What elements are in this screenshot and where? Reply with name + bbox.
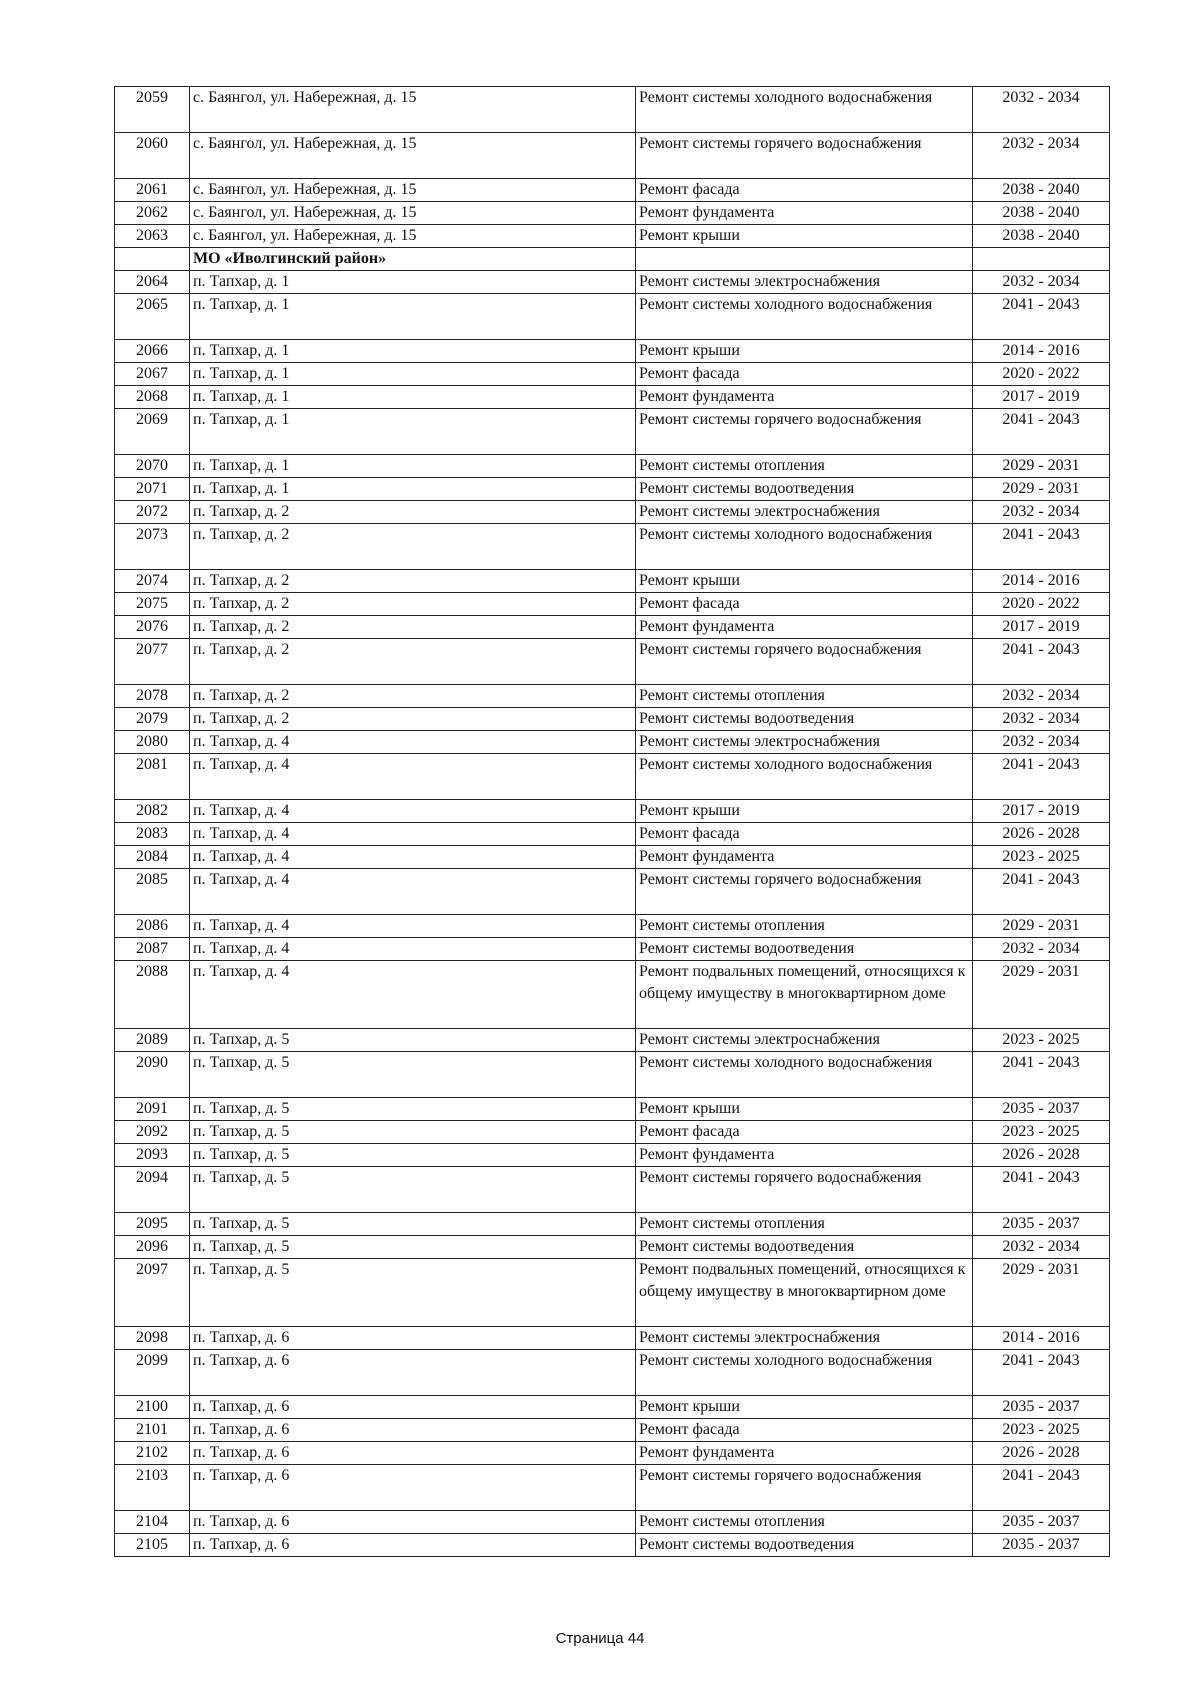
row-number: 2063 (115, 225, 190, 248)
row-number: 2074 (115, 570, 190, 593)
period-cell: 2041 - 2043 (973, 754, 1110, 800)
row-number: 2088 (115, 961, 190, 1029)
row-number: 2060 (115, 133, 190, 179)
work-type-cell: Ремонт системы горячего водоснабжения (636, 1167, 973, 1213)
work-type-cell: Ремонт системы электроснабжения (636, 1029, 973, 1052)
work-type-cell: Ремонт системы электроснабжения (636, 271, 973, 294)
period-cell: 2023 - 2025 (973, 1029, 1110, 1052)
row-number: 2099 (115, 1350, 190, 1396)
period-cell: 2032 - 2034 (973, 87, 1110, 133)
work-type-cell: Ремонт системы отопления (636, 455, 973, 478)
period-cell: 2032 - 2034 (973, 685, 1110, 708)
table-row (115, 754, 1110, 800)
row-number: 2076 (115, 616, 190, 639)
address-cell: п. Тапхар, д. 2 (190, 570, 636, 593)
row-number: 2093 (115, 1144, 190, 1167)
work-type-cell: Ремонт фасада (636, 823, 973, 846)
table-row (115, 1029, 1110, 1052)
period-cell: 2041 - 2043 (973, 1167, 1110, 1213)
period-cell: 2029 - 2031 (973, 455, 1110, 478)
address-cell: п. Тапхар, д. 4 (190, 938, 636, 961)
table-row (115, 524, 1110, 570)
table-row (115, 455, 1110, 478)
work-type-cell: Ремонт фасада (636, 179, 973, 202)
work-type-cell: Ремонт подвальных помещений, относящихся к общему имуществу в многоквартирном доме (636, 1259, 973, 1327)
period-cell: 2035 - 2037 (973, 1534, 1110, 1557)
row-number: 2071 (115, 478, 190, 501)
work-type-cell: Ремонт системы водоотведения (636, 478, 973, 501)
row-number: 2069 (115, 409, 190, 455)
work-type-cell: Ремонт фундамента (636, 616, 973, 639)
work-type-cell (636, 248, 973, 271)
table-row (115, 915, 1110, 938)
address-cell: п. Тапхар, д. 4 (190, 915, 636, 938)
row-number: 2075 (115, 593, 190, 616)
work-type-cell: Ремонт крыши (636, 800, 973, 823)
period-cell: 2035 - 2037 (973, 1511, 1110, 1534)
period-cell: 2032 - 2034 (973, 1236, 1110, 1259)
work-type-cell: Ремонт фундамента (636, 1144, 973, 1167)
period-cell: 2023 - 2025 (973, 846, 1110, 869)
work-type-cell: Ремонт системы горячего водоснабжения (636, 133, 973, 179)
work-type-cell: Ремонт системы холодного водоснабжения (636, 1350, 973, 1396)
work-type-cell: Ремонт системы водоотведения (636, 708, 973, 731)
row-number: 2089 (115, 1029, 190, 1052)
period-cell: 2038 - 2040 (973, 225, 1110, 248)
section-header-row (115, 248, 1110, 271)
row-number: 2070 (115, 455, 190, 478)
work-type-cell: Ремонт фасада (636, 363, 973, 386)
period-cell: 2014 - 2016 (973, 570, 1110, 593)
address-cell: п. Тапхар, д. 6 (190, 1442, 636, 1465)
address-cell: п. Тапхар, д. 4 (190, 731, 636, 754)
address-cell: п. Тапхар, д. 6 (190, 1350, 636, 1396)
period-cell: 2032 - 2034 (973, 501, 1110, 524)
table-row (115, 202, 1110, 225)
address-cell: с. Баянгол, ул. Набережная, д. 15 (190, 87, 636, 133)
work-type-cell: Ремонт системы холодного водоснабжения (636, 524, 973, 570)
period-cell: 2032 - 2034 (973, 938, 1110, 961)
work-type-cell: Ремонт системы горячего водоснабжения (636, 639, 973, 685)
work-type-cell: Ремонт крыши (636, 225, 973, 248)
address-cell: п. Тапхар, д. 4 (190, 800, 636, 823)
row-number: 2105 (115, 1534, 190, 1557)
work-type-cell: Ремонт крыши (636, 1396, 973, 1419)
table-row (115, 363, 1110, 386)
period-cell: 2041 - 2043 (973, 409, 1110, 455)
row-number: 2065 (115, 294, 190, 340)
row-number: 2073 (115, 524, 190, 570)
address-cell: п. Тапхар, д. 1 (190, 340, 636, 363)
address-cell: с. Баянгол, ул. Набережная, д. 15 (190, 202, 636, 225)
table-row (115, 800, 1110, 823)
period-cell (973, 248, 1110, 271)
table-row (115, 1327, 1110, 1350)
table-row (115, 1396, 1110, 1419)
address-cell: п. Тапхар, д. 1 (190, 386, 636, 409)
period-cell: 2038 - 2040 (973, 202, 1110, 225)
table-row (115, 501, 1110, 524)
table-row (115, 570, 1110, 593)
row-number: 2072 (115, 501, 190, 524)
table-row (115, 87, 1110, 133)
period-cell: 2041 - 2043 (973, 294, 1110, 340)
work-type-cell: Ремонт системы холодного водоснабжения (636, 294, 973, 340)
address-cell: п. Тапхар, д. 6 (190, 1327, 636, 1350)
row-number: 2086 (115, 915, 190, 938)
address-cell: с. Баянгол, ул. Набережная, д. 15 (190, 133, 636, 179)
table-row (115, 846, 1110, 869)
row-number: 2077 (115, 639, 190, 685)
work-type-cell: Ремонт системы холодного водоснабжения (636, 87, 973, 133)
table-row (115, 938, 1110, 961)
row-number: 2100 (115, 1396, 190, 1419)
table-row (115, 1167, 1110, 1213)
work-type-cell: Ремонт системы водоотведения (636, 1534, 973, 1557)
period-cell: 2035 - 2037 (973, 1213, 1110, 1236)
table-row (115, 685, 1110, 708)
table-row (115, 1144, 1110, 1167)
address-cell: с. Баянгол, ул. Набережная, д. 15 (190, 225, 636, 248)
work-type-cell: Ремонт системы электроснабжения (636, 731, 973, 754)
period-cell: 2041 - 2043 (973, 524, 1110, 570)
work-type-cell: Ремонт фундамента (636, 202, 973, 225)
address-cell: п. Тапхар, д. 2 (190, 593, 636, 616)
address-cell: п. Тапхар, д. 6 (190, 1511, 636, 1534)
period-cell: 2032 - 2034 (973, 708, 1110, 731)
address-cell: п. Тапхар, д. 5 (190, 1167, 636, 1213)
row-number: 2103 (115, 1465, 190, 1511)
work-type-cell: Ремонт фундамента (636, 846, 973, 869)
row-number: 2079 (115, 708, 190, 731)
table-row (115, 639, 1110, 685)
table-row (115, 1259, 1110, 1327)
address-cell: п. Тапхар, д. 5 (190, 1121, 636, 1144)
period-cell: 2020 - 2022 (973, 593, 1110, 616)
table-row (115, 1052, 1110, 1098)
period-cell: 2032 - 2034 (973, 731, 1110, 754)
row-number: 2085 (115, 869, 190, 915)
period-cell: 2017 - 2019 (973, 800, 1110, 823)
address-cell: п. Тапхар, д. 5 (190, 1144, 636, 1167)
address-cell: п. Тапхар, д. 6 (190, 1534, 636, 1557)
work-type-cell: Ремонт системы отопления (636, 685, 973, 708)
row-number: 2092 (115, 1121, 190, 1144)
period-cell: 2032 - 2034 (973, 133, 1110, 179)
address-cell: п. Тапхар, д. 5 (190, 1259, 636, 1327)
work-type-cell: Ремонт крыши (636, 340, 973, 363)
address-cell: п. Тапхар, д. 5 (190, 1052, 636, 1098)
period-cell: 2029 - 2031 (973, 915, 1110, 938)
work-type-cell: Ремонт фасада (636, 1419, 973, 1442)
row-number: 2104 (115, 1511, 190, 1534)
period-cell: 2029 - 2031 (973, 961, 1110, 1029)
work-type-cell: Ремонт системы электроснабжения (636, 1327, 973, 1350)
period-cell: 2020 - 2022 (973, 363, 1110, 386)
table-row (115, 1442, 1110, 1465)
address-cell: п. Тапхар, д. 2 (190, 685, 636, 708)
table-row (115, 869, 1110, 915)
row-number (115, 248, 190, 271)
work-type-cell: Ремонт системы горячего водоснабжения (636, 1465, 973, 1511)
row-number: 2067 (115, 363, 190, 386)
row-number: 2082 (115, 800, 190, 823)
row-number: 2101 (115, 1419, 190, 1442)
work-type-cell: Ремонт системы отопления (636, 1213, 973, 1236)
period-cell: 2041 - 2043 (973, 1350, 1110, 1396)
table-row (115, 340, 1110, 363)
row-number: 2078 (115, 685, 190, 708)
work-type-cell: Ремонт фундамента (636, 1442, 973, 1465)
table-row (115, 409, 1110, 455)
period-cell: 2038 - 2040 (973, 179, 1110, 202)
table-row (115, 1236, 1110, 1259)
address-cell: п. Тапхар, д. 2 (190, 616, 636, 639)
address-cell: п. Тапхар, д. 6 (190, 1396, 636, 1419)
table-row (115, 823, 1110, 846)
table-row (115, 708, 1110, 731)
period-cell: 2035 - 2037 (973, 1396, 1110, 1419)
period-cell: 2029 - 2031 (973, 478, 1110, 501)
address-cell: п. Тапхар, д. 2 (190, 524, 636, 570)
table-row (115, 1419, 1110, 1442)
address-cell: п. Тапхар, д. 5 (190, 1098, 636, 1121)
address-cell: п. Тапхар, д. 5 (190, 1213, 636, 1236)
table-row (115, 271, 1110, 294)
table-row (115, 1511, 1110, 1534)
row-number: 2090 (115, 1052, 190, 1098)
period-cell: 2023 - 2025 (973, 1419, 1110, 1442)
address-cell: с. Баянгол, ул. Набережная, д. 15 (190, 179, 636, 202)
row-number: 2080 (115, 731, 190, 754)
row-number: 2066 (115, 340, 190, 363)
table-row (115, 1465, 1110, 1511)
work-type-cell: Ремонт системы отопления (636, 915, 973, 938)
row-number: 2096 (115, 1236, 190, 1259)
row-number: 2061 (115, 179, 190, 202)
address-cell: п. Тапхар, д. 2 (190, 708, 636, 731)
row-number: 2084 (115, 846, 190, 869)
address-cell: п. Тапхар, д. 4 (190, 754, 636, 800)
row-number: 2062 (115, 202, 190, 225)
table-row (115, 1534, 1110, 1557)
address-cell: п. Тапхар, д. 4 (190, 869, 636, 915)
table-row (115, 225, 1110, 248)
page-number: Страница 44 (555, 1630, 645, 1647)
table-row (115, 179, 1110, 202)
period-cell: 2014 - 2016 (973, 1327, 1110, 1350)
address-cell: п. Тапхар, д. 4 (190, 961, 636, 1029)
table-body (115, 87, 1110, 1557)
work-type-cell: Ремонт системы водоотведения (636, 1236, 973, 1259)
work-type-cell: Ремонт фасада (636, 593, 973, 616)
table-row (115, 961, 1110, 1029)
table-row (115, 294, 1110, 340)
address-cell: п. Тапхар, д. 5 (190, 1236, 636, 1259)
period-cell: 2014 - 2016 (973, 340, 1110, 363)
work-type-cell: Ремонт подвальных помещений, относящихся к общему имуществу в многоквартирном доме (636, 961, 973, 1029)
address-cell: п. Тапхар, д. 2 (190, 501, 636, 524)
work-type-cell: Ремонт системы водоотведения (636, 938, 973, 961)
address-cell: п. Тапхар, д. 5 (190, 1029, 636, 1052)
work-type-cell: Ремонт крыши (636, 1098, 973, 1121)
row-number: 2064 (115, 271, 190, 294)
period-cell: 2023 - 2025 (973, 1121, 1110, 1144)
work-type-cell: Ремонт системы холодного водоснабжения (636, 1052, 973, 1098)
repair-schedule-table (114, 86, 1110, 1557)
address-cell: п. Тапхар, д. 6 (190, 1465, 636, 1511)
period-cell: 2029 - 2031 (973, 1259, 1110, 1327)
address-cell: п. Тапхар, д. 1 (190, 363, 636, 386)
address-cell: п. Тапхар, д. 1 (190, 294, 636, 340)
row-number: 2091 (115, 1098, 190, 1121)
row-number: 2094 (115, 1167, 190, 1213)
row-number: 2083 (115, 823, 190, 846)
table-row (115, 1121, 1110, 1144)
row-number: 2068 (115, 386, 190, 409)
work-type-cell: Ремонт крыши (636, 570, 973, 593)
table-row (115, 731, 1110, 754)
row-number: 2059 (115, 87, 190, 133)
table-row (115, 1350, 1110, 1396)
row-number: 2097 (115, 1259, 190, 1327)
address-cell: п. Тапхар, д. 6 (190, 1419, 636, 1442)
work-type-cell: Ремонт фундамента (636, 386, 973, 409)
period-cell: 2041 - 2043 (973, 639, 1110, 685)
table-row (115, 386, 1110, 409)
address-cell: п. Тапхар, д. 1 (190, 271, 636, 294)
table-row (115, 133, 1110, 179)
period-cell: 2041 - 2043 (973, 1052, 1110, 1098)
work-type-cell: Ремонт системы отопления (636, 1511, 973, 1534)
address-cell: МО «Иволгинский район» (190, 248, 636, 271)
period-cell: 2041 - 2043 (973, 1465, 1110, 1511)
period-cell: 2017 - 2019 (973, 616, 1110, 639)
table-row (115, 1098, 1110, 1121)
row-number: 2098 (115, 1327, 190, 1350)
period-cell: 2017 - 2019 (973, 386, 1110, 409)
table-row (115, 593, 1110, 616)
period-cell: 2035 - 2037 (973, 1098, 1110, 1121)
table-row (115, 616, 1110, 639)
period-cell: 2032 - 2034 (973, 271, 1110, 294)
period-cell: 2026 - 2028 (973, 823, 1110, 846)
work-type-cell: Ремонт системы электроснабжения (636, 501, 973, 524)
period-cell: 2041 - 2043 (973, 869, 1110, 915)
row-number: 2102 (115, 1442, 190, 1465)
address-cell: п. Тапхар, д. 1 (190, 478, 636, 501)
work-type-cell: Ремонт системы горячего водоснабжения (636, 869, 973, 915)
table-row (115, 1213, 1110, 1236)
work-type-cell: Ремонт системы горячего водоснабжения (636, 409, 973, 455)
row-number: 2095 (115, 1213, 190, 1236)
work-type-cell: Ремонт системы холодного водоснабжения (636, 754, 973, 800)
row-number: 2087 (115, 938, 190, 961)
address-cell: п. Тапхар, д. 2 (190, 639, 636, 685)
period-cell: 2026 - 2028 (973, 1144, 1110, 1167)
address-cell: п. Тапхар, д. 4 (190, 823, 636, 846)
address-cell: п. Тапхар, д. 1 (190, 455, 636, 478)
address-cell: п. Тапхар, д. 1 (190, 409, 636, 455)
work-type-cell: Ремонт фасада (636, 1121, 973, 1144)
table-row (115, 478, 1110, 501)
period-cell: 2026 - 2028 (973, 1442, 1110, 1465)
row-number: 2081 (115, 754, 190, 800)
address-cell: п. Тапхар, д. 4 (190, 846, 636, 869)
